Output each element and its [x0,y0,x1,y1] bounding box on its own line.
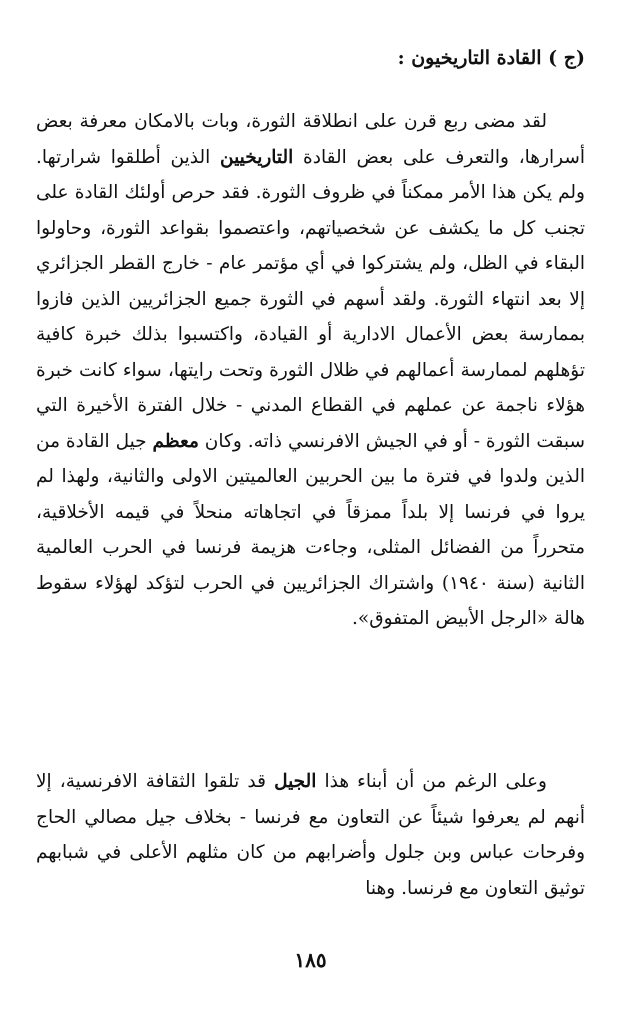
section-heading: (ج ) القادة التاريخيون : [397,47,585,69]
paragraph-1 [36,104,585,637]
paragraph-1-run-3: الذين أطلقوا شرارتها. ولم يكن هذا الأمر ممكناً في ظروف الثورة. فقد حرص أولئك القادة على تجنب كل ما يكشف عن شخصياتهم، واعتصموا بقواعد الثورة، وحاولوا البقاء في الظل، ولم يشتركوا في أي مؤتمر عام - خارج القطر الجزائري إلا بعد انتهاء الثورة. ولقد أسهم في الثورة جميع الجزائريين الذين فازوا بممارسة بعض الأعمال الادارية أو القيادة، واكتسبوا بذلك خبرة كافية تؤهلهم لممارسة أعمالهم في ظلال الثورة وتحت رايتها، سواء كانت خبرة هؤلاء ناجمة عن عملهم في القطاع المدني - خلال الفترة الأخيرة التي سبقت الثورة - أو في الجيش الافرنسي ذاته. وكان [36,146,585,452]
paragraph-1-run-1: لقد مضى ربع قرن على انطلاقة الثورة، وبات بالامكان معرفة بعض أسرارها، والتعرف على بعض القادة [36,111,585,168]
paragraph-1-run-5: جيل القادة من الذين ولدوا في فترة ما بين الحربين العالميتين الاولى والثانية، ولهذا لم يروا في فرنسا إلا بلداً ممزقاً في اتجاهاته منحلاً في قيمه الأخلاقية، متحرراً من الفضائل المثلى، وجاءت هزيمة فرنسا في الحرب العالمية الثانية (سنة ١٩٤٠) واشتراك الجزائريين في الحرب لتؤكد لهؤلاء سقوط هالة «الرجل الأبيض المتفوق». [36,430,585,629]
paragraph-1-run-2: التاريخيين [220,146,294,168]
paragraph-2-run-1: وعلى الرغم من أن أبناء هذا [316,771,547,792]
page-number: ١٨٥ [294,948,327,972]
paragraph-2 [36,764,585,906]
paragraph-2-run-3: قد تلقوا الثقافة الافرنسية، إلا أنهم لم يعرفوا شيئاً عن التعاون مع فرنسا - بخلاف جيل مصالي الحاج وفرحات عباس وبن جلول وأضرابهم من كان مثلهم الأعلى في شبابهم توثيق التعاون مع فرنسا. وهنا [36,771,585,899]
paragraph-2-run-2: الجيل [274,771,317,792]
paragraph-1-run-4: معظم [152,430,199,452]
